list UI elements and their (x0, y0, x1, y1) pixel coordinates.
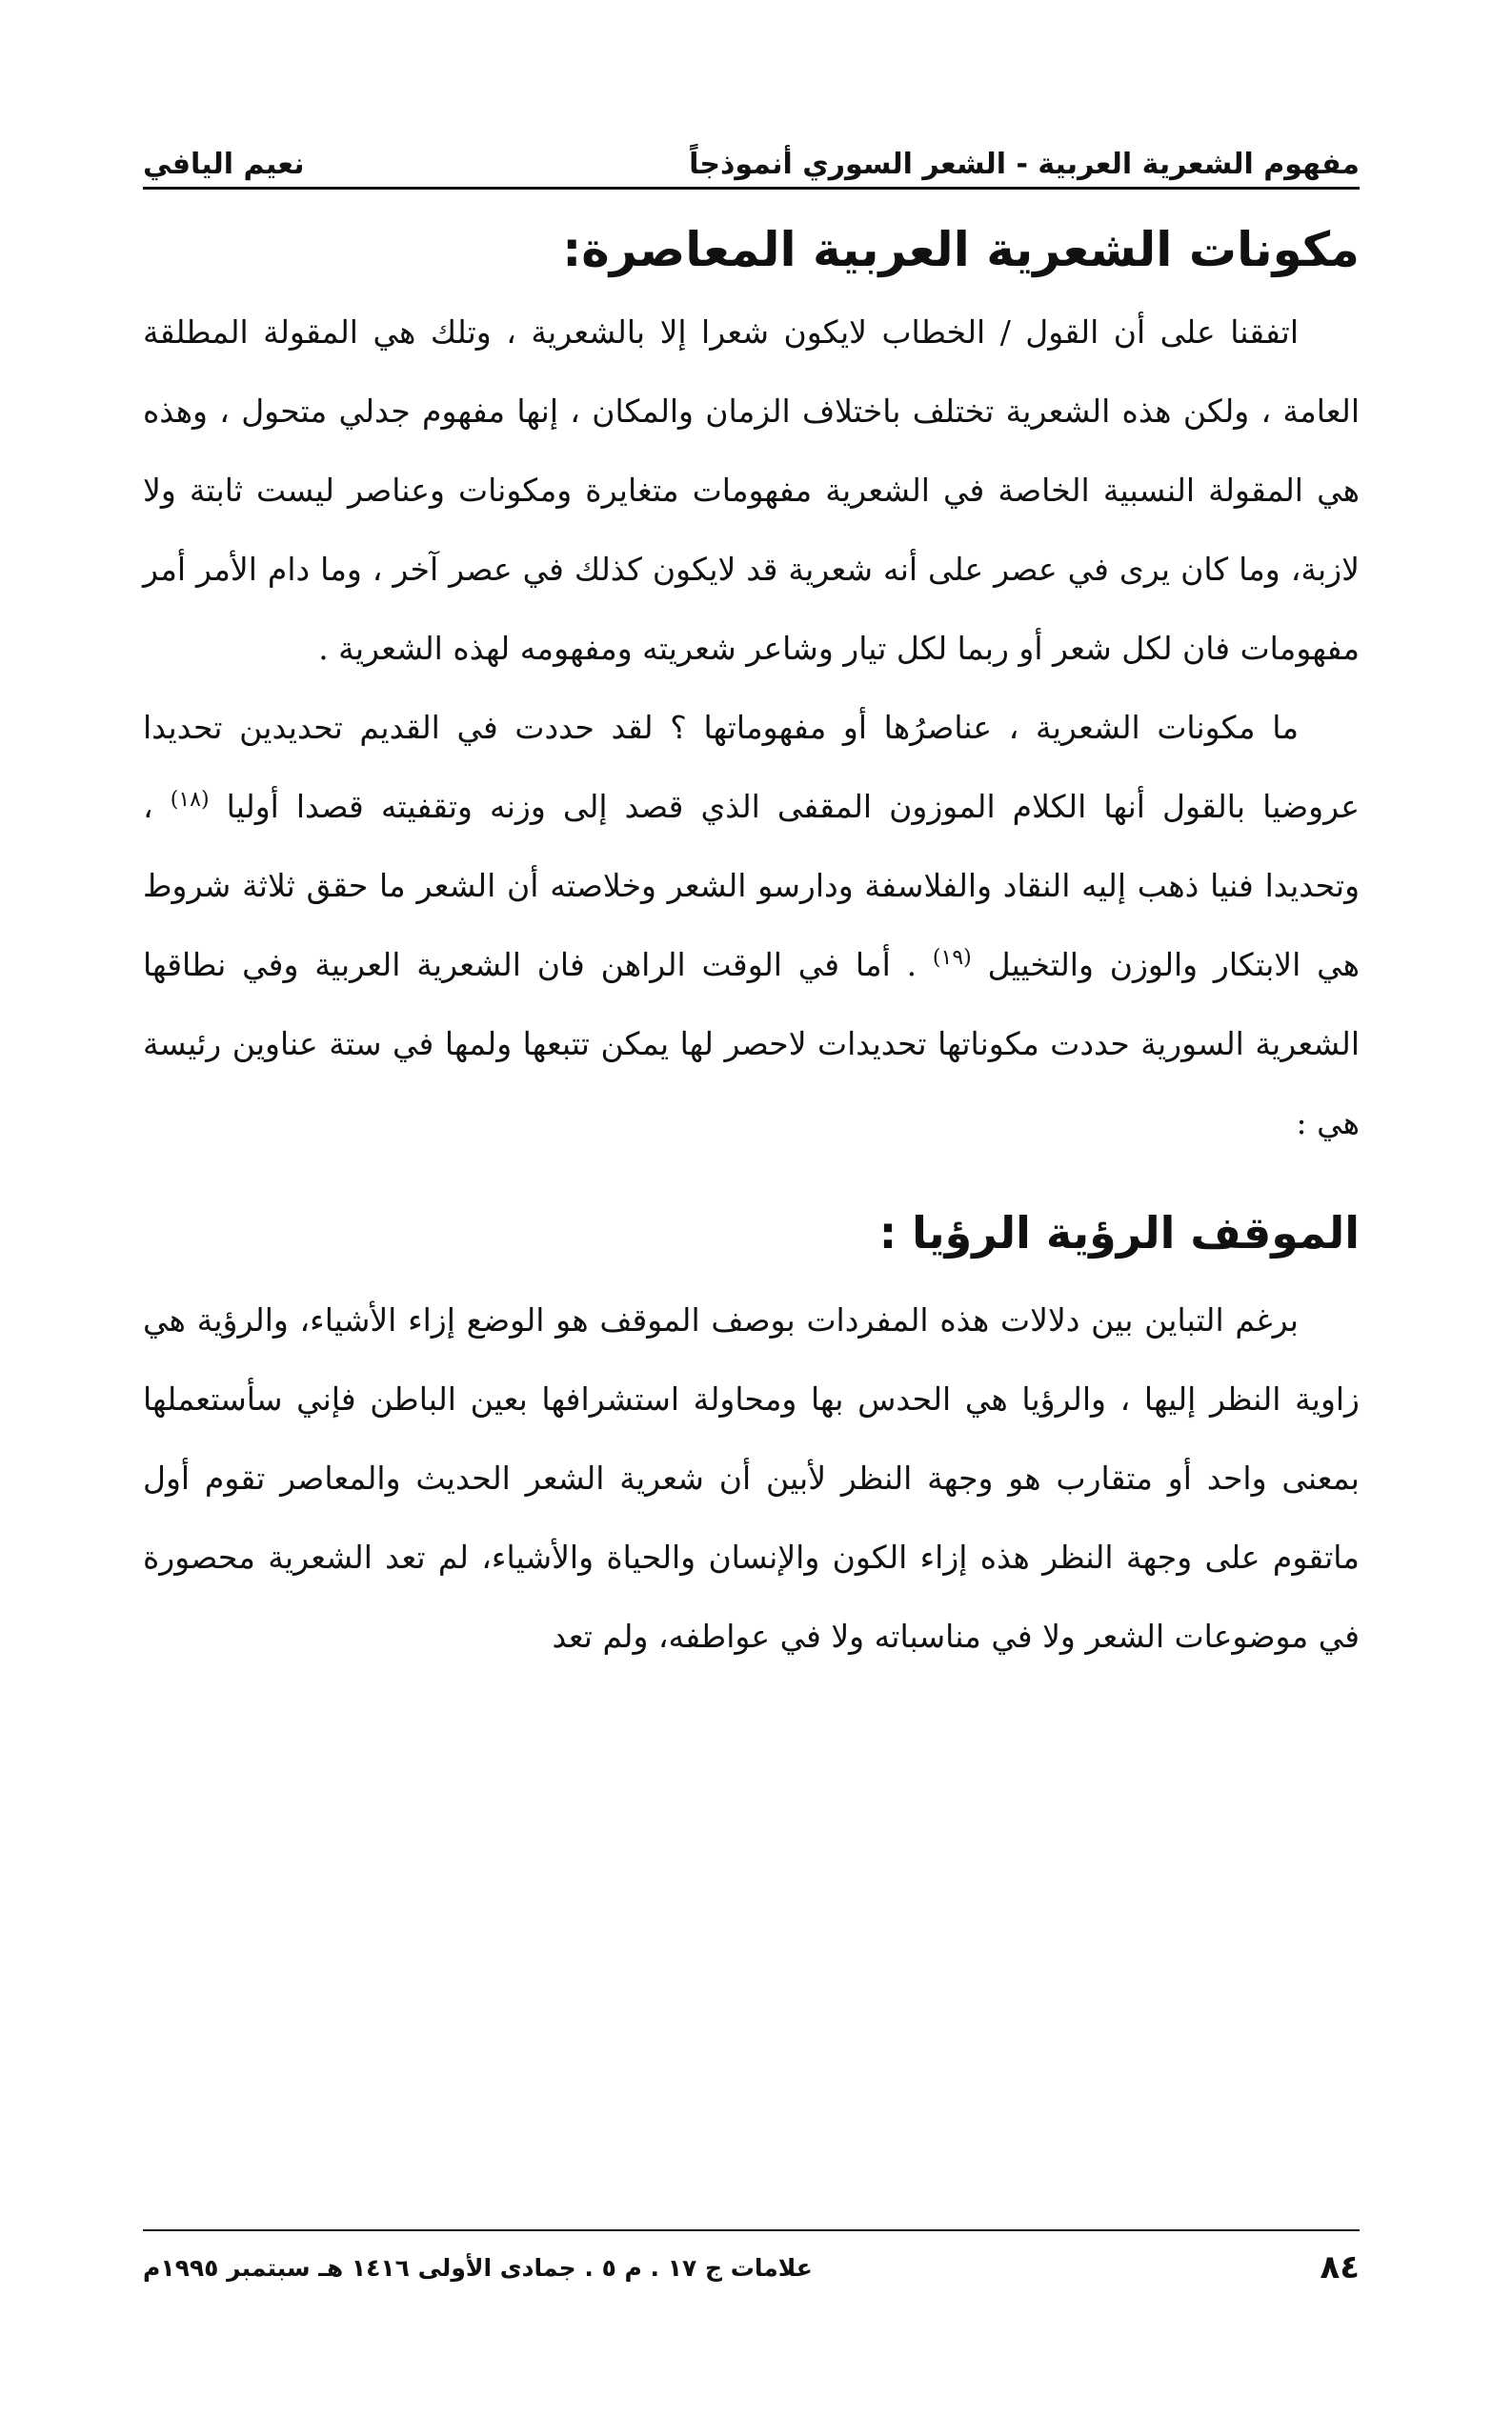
header-rule (143, 187, 1360, 190)
footnote-ref-18: (١٨) (170, 788, 210, 812)
section-heading: مكونات الشعرية العربية المعاصرة: (562, 222, 1360, 277)
paragraph-1: اتفقنا على أن القول / الخطاب لايكون شعرا إلا بالشعرية ، وتلك هي المقولة المطلقة العامة ، ولكن هذه الشعرية تختلف باختلاف الزمان والمكان ، إنها مفهوم جدلي متحول ، وهذه هي المقولة النسبية الخاصة في الشعرية مفهومات متغايرة ومكونات وعناصر ليست ثابتة ولا لازبة، وما كان يرى في عصر على أنه شعرية قد لايكون كذلك في عصر آخر ، وما دام الأمر أمر مفهومات فان لكل شعر أو ربما لكل تيار وشاعر شعريته ومفهومه لهذه الشعرية . (143, 313, 1360, 667)
page-body (143, 195, 1360, 1676)
running-header-author: نعيم اليافي (143, 148, 305, 181)
subsection-heading: الموقف الرؤية الرؤيا : (878, 1207, 1360, 1259)
page-number: ٨٤ (1320, 2248, 1360, 2286)
journal-citation: علامات ج ١٧ . م ٥ . جمادى الأولى ١٤١٦ هـ سبتمبر ١٩٩٥م (143, 2253, 813, 2282)
footnote-ref-19: (١٩) (932, 946, 972, 970)
paragraph-3: برغم التباين بين دلالات هذه المفردات بوصف الموقف هو الوضع إزاء الأشياء، والرؤية هي زاوية النظر إليها ، والرؤيا هي الحدس بها ومحاولة استشرافها بعين الباطن فإني سأستعملها بمعنى واحد أو متقارب هو وجهة النظر لأبين أن شعرية الشعر الحديث والمعاصر تقوم أول ماتقوم على وجهة النظر هذه إزاء الكون والإنسان والحياة والأشياء، لم تعد الشعرية محصورة في موضوعات الشعر ولا في مناسباته ولا في عواطفه، ولم تعد (143, 1301, 1360, 1655)
paragraph-2 (143, 688, 1360, 1162)
paragraph-2-part-2: ، وتحديدا فنيا ذهب إليه النقاد والفلاسفة ودارسو الشعر وخلاصته أن الشعر ما حقق ثلاثة شروط هي الابتكار والوزن والتخييل (143, 788, 1360, 983)
footer-rule (143, 2229, 1360, 2231)
running-header (143, 122, 1360, 181)
page-footer (143, 2239, 1360, 2296)
paragraph-2-part-3: . أما في الوقت الراهن فان الشعرية العربية وفي نطاقها الشعرية السورية حددت مكوناتها تحديدات لاحصر لها يمكن تتبعها ولمها في ستة عناوين رئيسة هي : (143, 946, 1360, 1141)
paragraph-2-part-1: ما مكونات الشعرية ، عناصرُها أو مفهوماتها ؟ لقد حددت في القديم تحديدين تحديدا عروضيا بالقول أنها الكلام الموزون المقفى الذي قصد إلى وزنه وتقفيته قصدا أوليا (143, 709, 1360, 825)
running-header-title: مفهوم الشعرية العربية - الشعر السوري أنموذجاً (689, 148, 1360, 181)
